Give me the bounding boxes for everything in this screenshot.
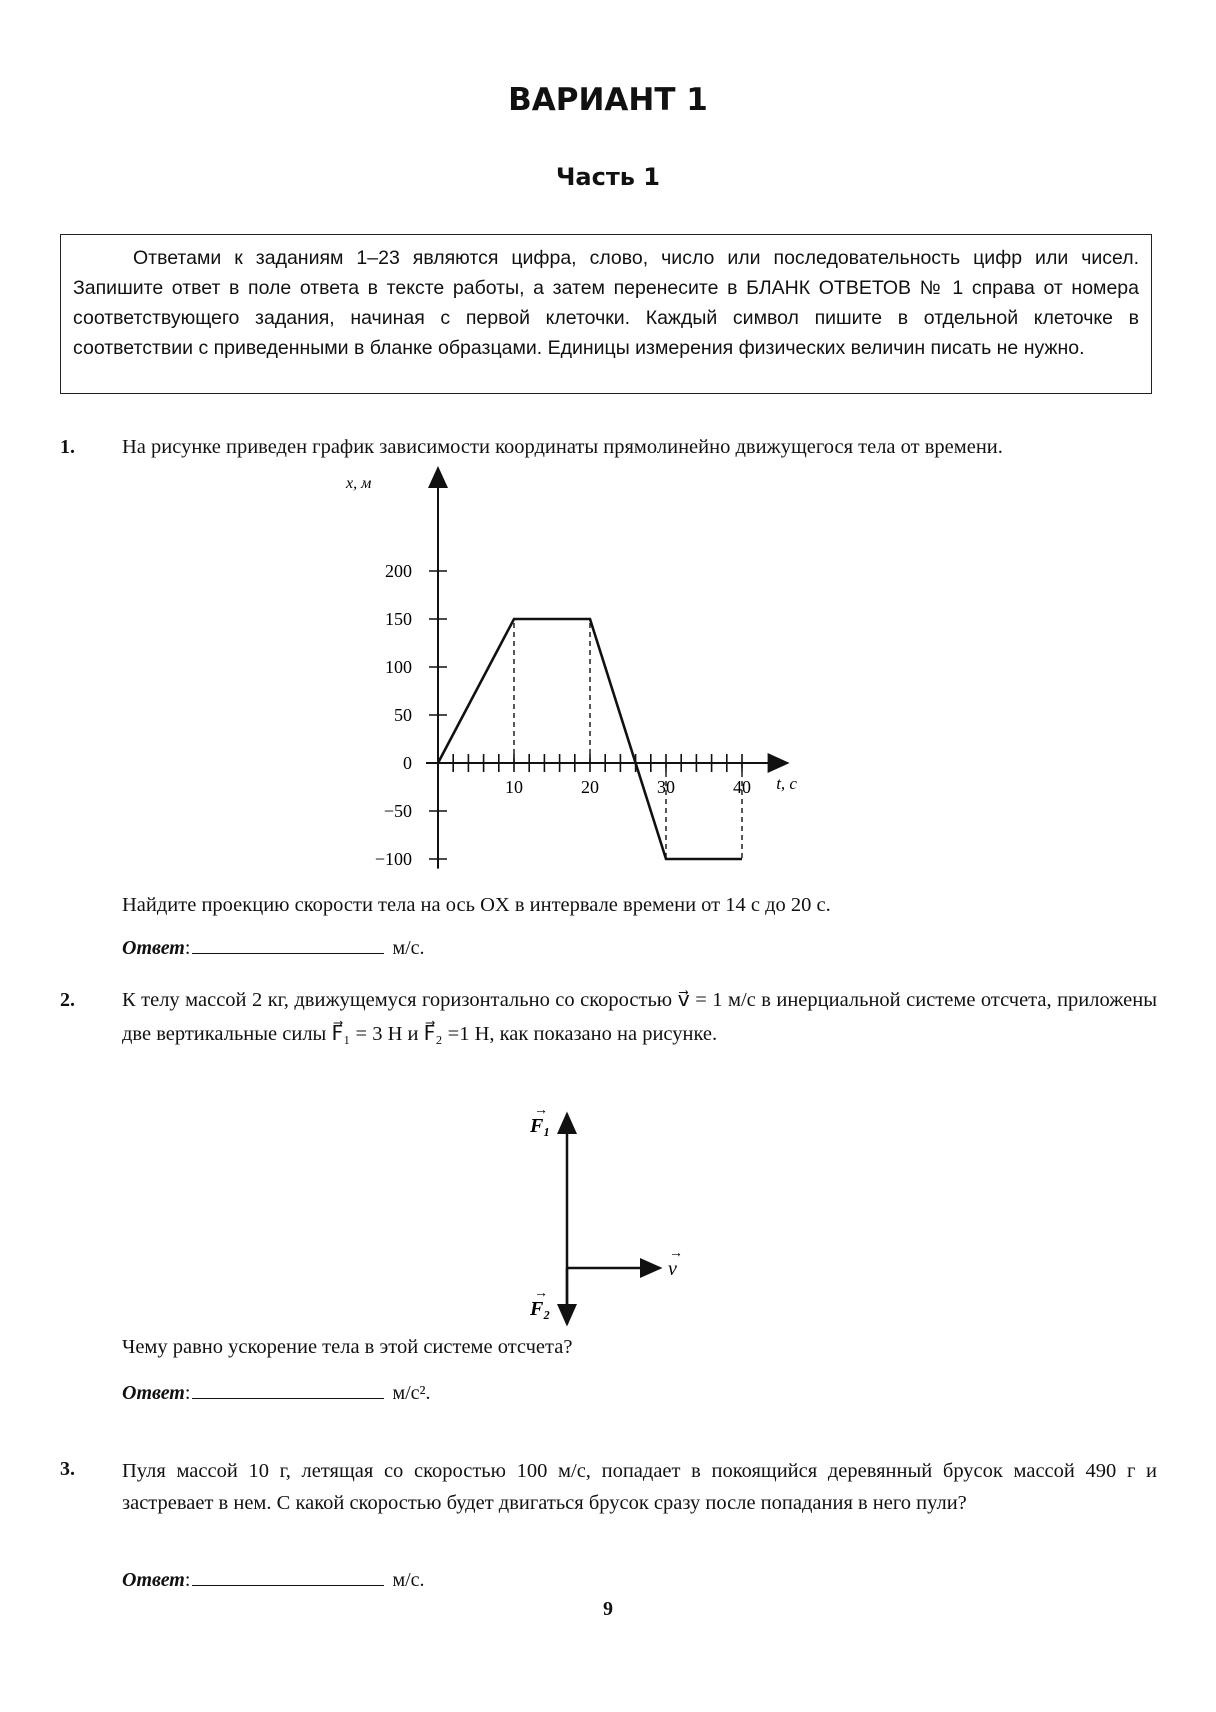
answer-unit: м/с. <box>392 937 425 959</box>
x-tick-label: 30 <box>657 777 675 797</box>
answer-label: Ответ <box>122 1382 185 1404</box>
y-tick-label: 0 <box>403 753 412 773</box>
question-2-answer: Ответ: м/с². <box>122 1382 431 1404</box>
y-tick-label: 50 <box>394 705 412 725</box>
question-1-answer: Ответ: м/с. <box>122 937 425 959</box>
answer-unit: м/с. <box>392 1569 425 1591</box>
question-1-prompt: Найдите проекцию скорости тела на ось OX в интервале времени от 14 с до 20 с. <box>122 894 831 916</box>
instructions-box <box>60 234 1152 394</box>
answer-label: Ответ <box>122 937 185 959</box>
variant-title: ВАРИАНТ 1 <box>508 82 708 118</box>
page-number: 9 <box>603 1598 613 1620</box>
x-tick-label: 40 <box>733 777 751 797</box>
question-3-text: Пуля массой 10 г, летящая со скоростью 100 м/с, попадает в покоящийся деревянный брусок массой 490 г и застревает в нем. С какой скоростью будет двигаться брусок сразу после попадания в него пули? <box>122 1460 1157 1514</box>
v-label: v <box>668 1258 677 1280</box>
answer-unit: м/с². <box>392 1382 431 1404</box>
y-tick-label: 200 <box>385 561 412 581</box>
f2-vector-mark: → <box>534 1286 548 1301</box>
f2-label: F₂ <box>530 1298 551 1320</box>
y-tick-label: −100 <box>374 849 412 869</box>
x-axis-label: t, с <box>776 774 797 793</box>
answer-label: Ответ <box>122 1569 185 1591</box>
x-tick-label: 20 <box>581 777 599 797</box>
question-1-number: 1. <box>60 436 75 458</box>
part-title: Часть 1 <box>556 163 660 191</box>
x-tick-label: 10 <box>505 777 523 797</box>
v-vector-mark: → <box>669 1246 683 1261</box>
answer-field[interactable] <box>192 1567 384 1586</box>
position-time-graph <box>330 460 850 880</box>
y-tick-label: −50 <box>383 801 412 821</box>
y-tick-label: 100 <box>385 657 412 677</box>
force-diagram <box>510 1100 700 1330</box>
question-3-answer: Ответ: м/с. <box>122 1569 425 1591</box>
answer-field[interactable] <box>192 1380 384 1399</box>
question-2-number: 2. <box>60 989 75 1011</box>
answer-field[interactable] <box>192 935 384 954</box>
instructions-text: Ответами к заданиям 1–23 являются цифра, слово, число или последовательность цифр или чисел. Запишите ответ в поле ответа в тексте работы, а затем перенесите в БЛАНК ОТВЕТОВ № 1 справа от номера соответствующего задания, начиная с первой клеточки. Каждый символ пишите в отдельной клеточке в соответствии с приведенными в бланке образцами. Единицы измерения физических величин писать не нужно. <box>73 247 1139 359</box>
question-1-text: На рисунке приведен график зависимости координаты прямолинейно движущегося тела от времени. <box>122 436 1003 458</box>
y-axis-label: x, м <box>346 475 372 492</box>
question-2-text: К телу массой 2 кг, движущемуся горизонтально со скоростью v⃗ = 1 м/с в инерциальной системе отсчета, приложены две вертикальные силы F⃗₁ = 3 Н и F⃗₂ =1 Н, как показано на рисунке. <box>122 989 1157 1045</box>
question-3-number: 3. <box>60 1458 75 1480</box>
y-tick-label: 150 <box>385 609 412 629</box>
f1-label: F₁ <box>530 1115 551 1137</box>
f1-vector-mark: → <box>534 1103 548 1118</box>
question-2-prompt: Чему равно ускорение тела в этой системе отсчета? <box>122 1336 573 1358</box>
